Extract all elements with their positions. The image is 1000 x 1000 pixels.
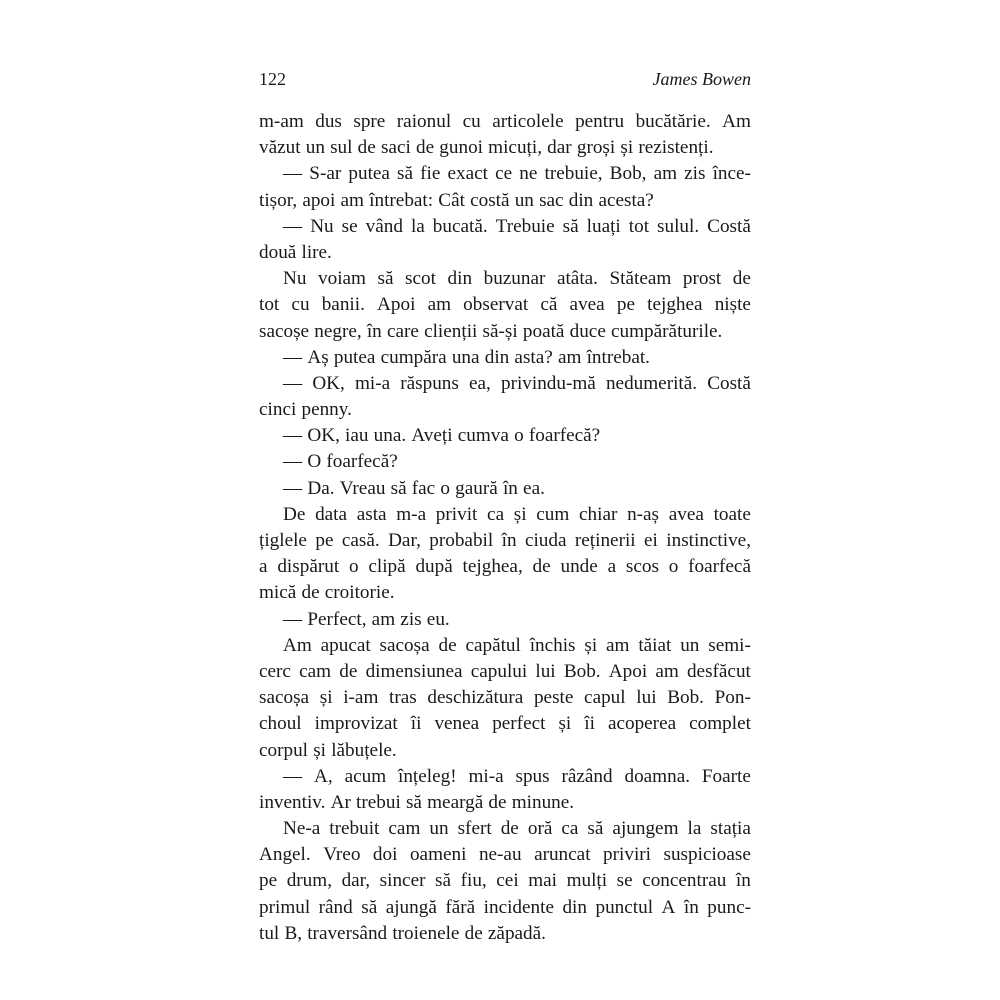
text-line: tot cu banii. Apoi am observat că avea pe tejghea niște — [259, 294, 751, 316]
text-line: Angel. Vreo doi oameni ne-au aruncat priviri suspicioase — [259, 844, 751, 866]
running-head-author: James Bowen — [652, 69, 751, 89]
body-text — [259, 109, 751, 947]
text-line: — Da. Vreau să fac o gaură în ea. — [283, 477, 545, 499]
text-line: De data asta m-a privit ca și cum chiar n-aș avea toate — [283, 503, 751, 525]
text-line: — S-ar putea să fie exact ce ne trebuie, Bob, am zis înce- — [283, 163, 751, 185]
text-line: cerc cam de dimensiunea capului lui Bob. Apoi am desfăcut — [259, 660, 751, 682]
page-number: 122 — [259, 69, 286, 89]
text-line: — Perfect, am zis eu. — [283, 608, 450, 630]
text-line: Am apucat sacoșa de capătul închis și am tăiat un semi- — [283, 634, 751, 656]
text-line: două lire. — [259, 241, 332, 263]
text-line: pe drum, dar, sincer să fiu, cei mai mulți se concentrau în — [259, 870, 751, 892]
book-page — [259, 66, 751, 947]
text-line: m-am dus spre raionul cu articolele pentru bucătărie. Am — [259, 111, 751, 132]
text-line: — O foarfecă? — [283, 451, 398, 473]
text-line: cinci penny. — [259, 399, 352, 421]
text-line: — A, acum înțeleg! mi-a spus râzând doamna. Foarte — [283, 765, 751, 787]
text-line: a dispărut o clipă după tejghea, de unde a scos o foarfecă — [259, 556, 751, 578]
text-line: primul rând să ajungă fără incidente din punctul A în punc- — [259, 896, 751, 918]
text-line: corpul și lăbuțele. — [259, 739, 397, 761]
running-head — [259, 66, 751, 92]
text-line: — OK, iau una. Aveți cumva o foarfecă? — [283, 425, 601, 447]
text-line: — Nu se vând la bucată. Trebuie să luați tot sulul. Costă — [283, 215, 751, 237]
text-line: țiglele pe casă. Dar, probabil în ciuda reținerii ei instinctive, — [259, 530, 751, 551]
text-line: choul improvizat îi venea perfect și îi acoperea complet — [259, 713, 751, 735]
text-line: Ne-a trebuit cam un sfert de oră ca să ajungem la stația — [283, 818, 751, 840]
text-line: văzut un sul de saci de gunoi micuți, dar groși și rezistenți. — [259, 137, 714, 159]
text-line: inventiv. Ar trebui să meargă de minune. — [259, 791, 575, 813]
text-line: Nu voiam să scot din buzunar atâta. Stăteam prost de — [283, 268, 751, 290]
text-line: — Aș putea cumpăra una din asta? am întrebat. — [283, 346, 650, 368]
text-line: — OK, mi-a răspuns ea, privindu-mă nedumerită. Costă — [283, 372, 751, 394]
text-line: tișor, apoi am întrebat: Cât costă un sac din acesta? — [259, 189, 654, 211]
text-line: tul B, traversând troienele de zăpadă. — [259, 922, 546, 944]
text-line: sacoșa și i-am tras deschizătura peste capul lui Bob. Pon- — [259, 687, 751, 709]
text-line: mică de croitorie. — [259, 582, 395, 604]
text-line: sacoșe negre, în care clienții să-și poată duce cumpărăturile. — [259, 320, 723, 342]
